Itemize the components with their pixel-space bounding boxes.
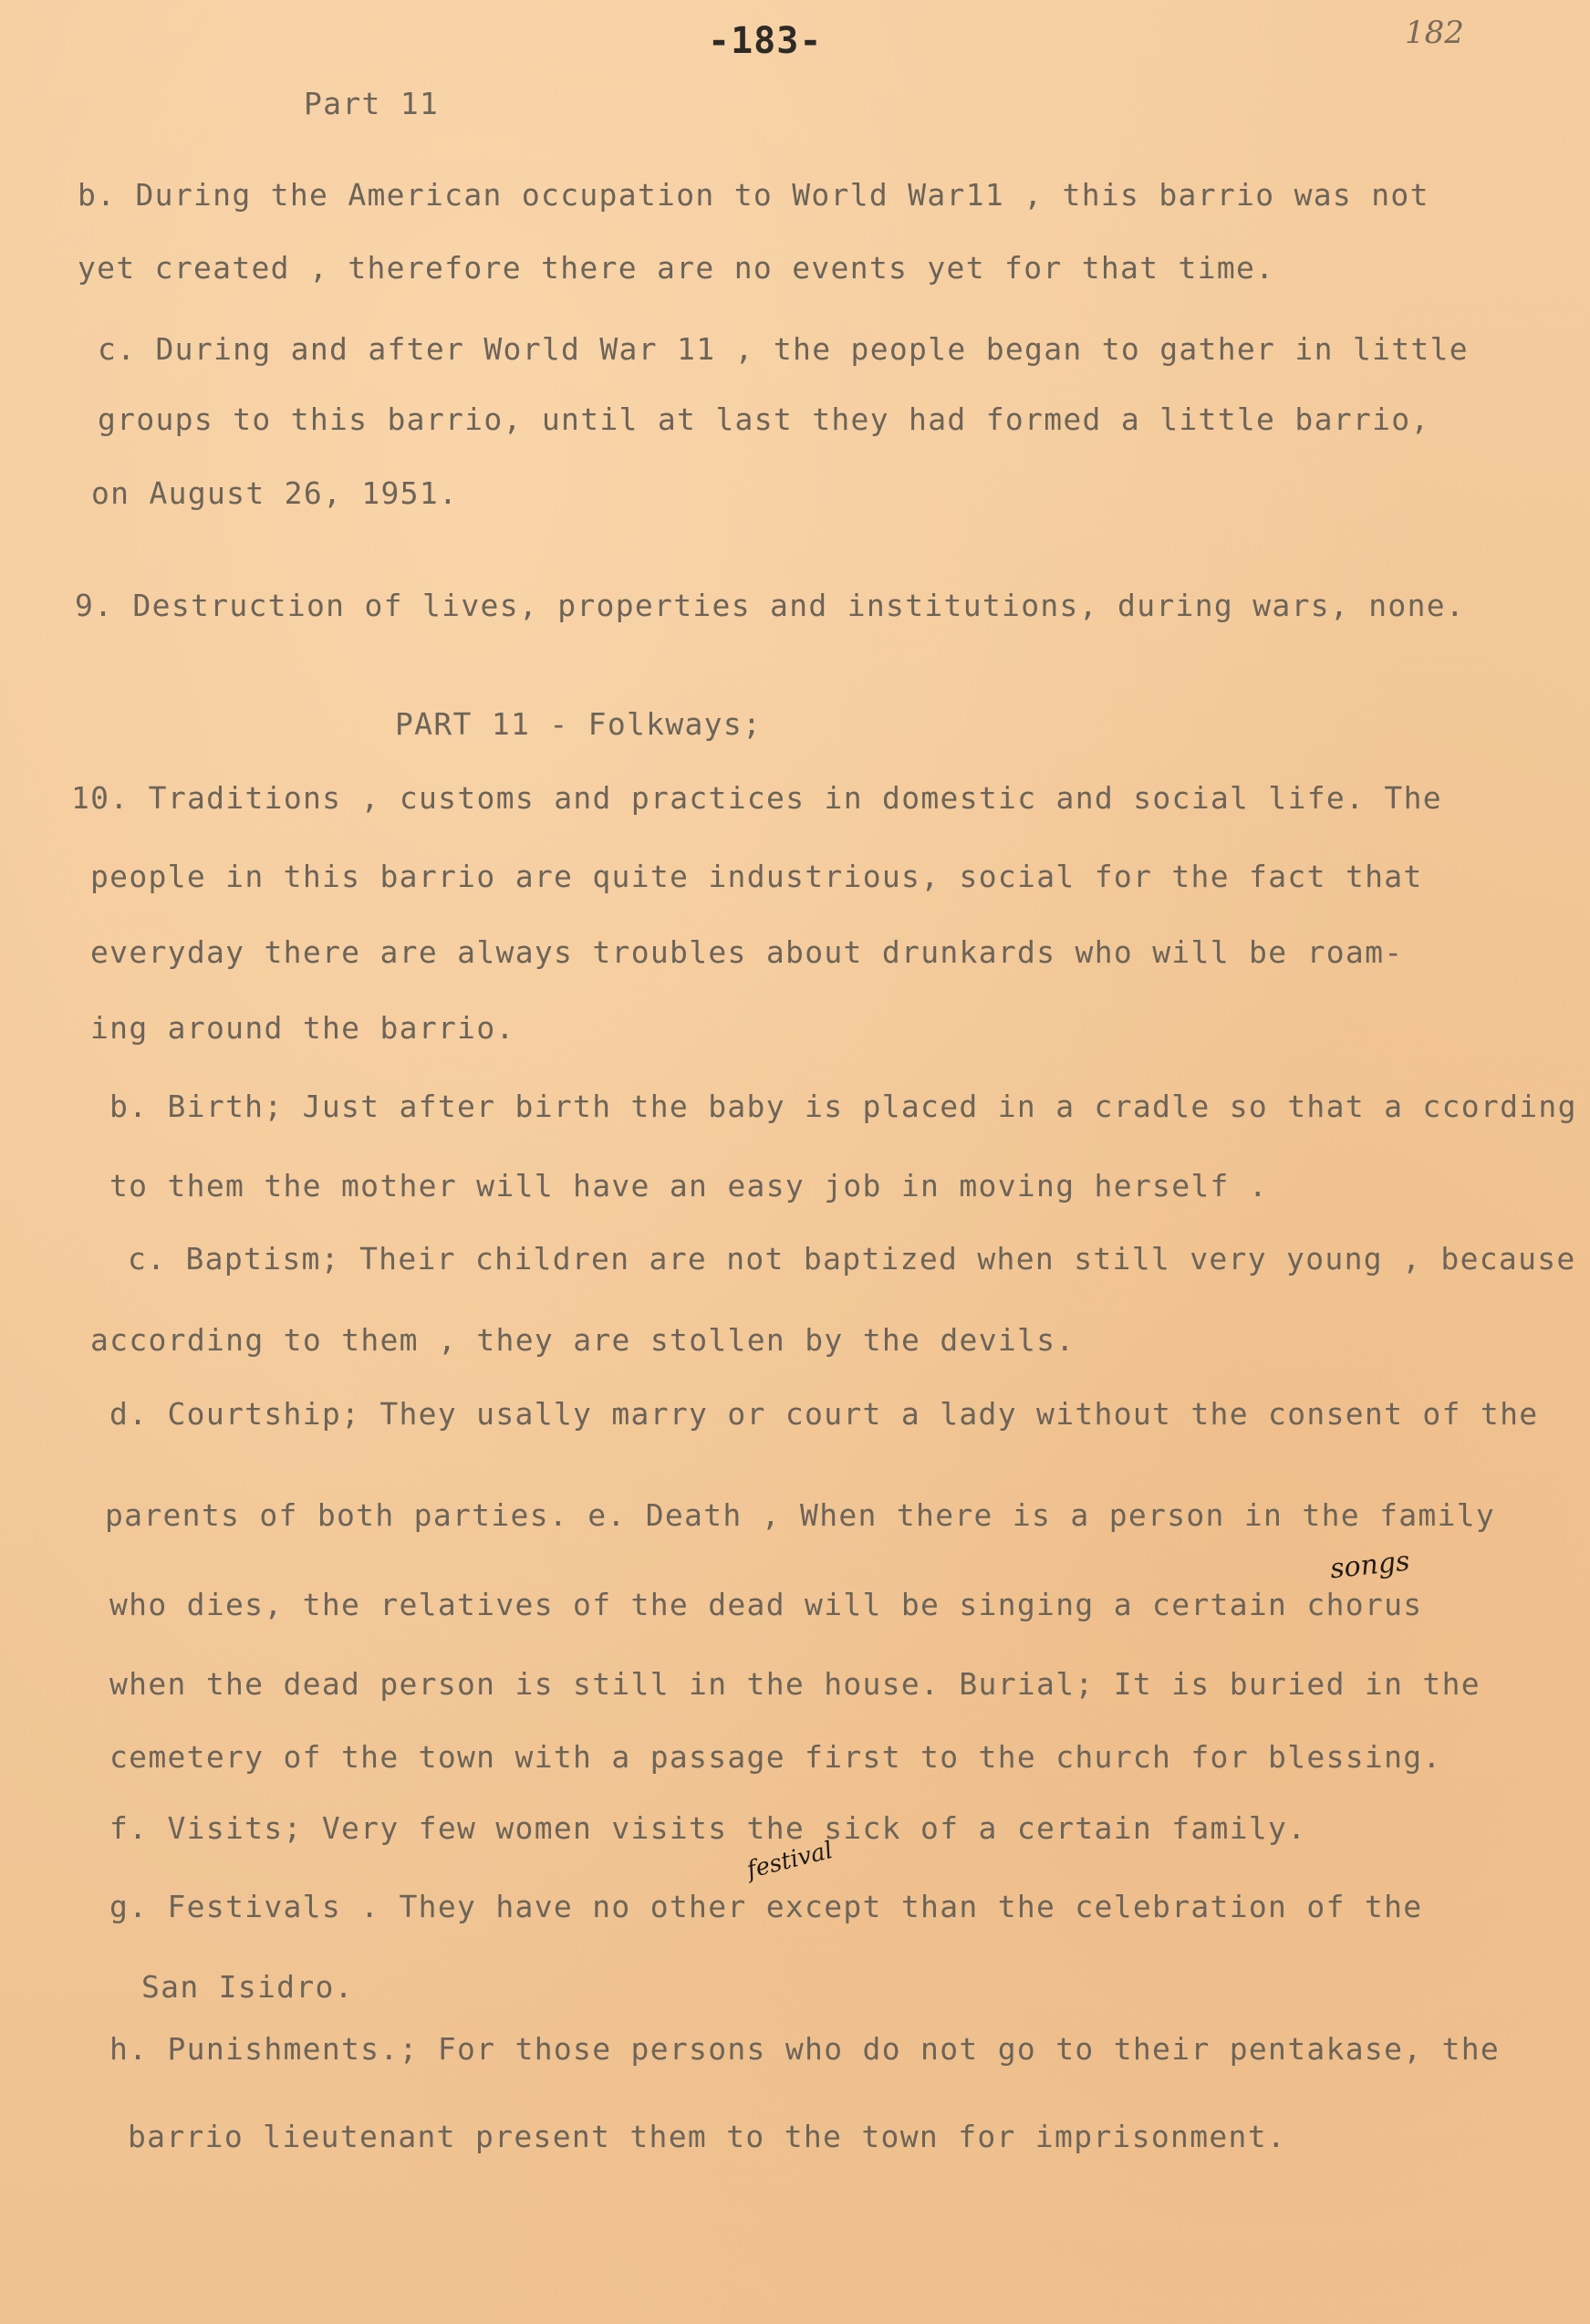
text-line: b. During the American occupation to World War11 , this barrio was not xyxy=(78,177,1429,213)
text-line: h. Punishments.; For those persons who do not go to their pentakase, the xyxy=(109,2031,1501,2067)
text-line: according to them , they are stollen by the devils. xyxy=(90,1322,1076,1358)
page-number: -183- xyxy=(708,20,823,62)
text-line: f. Visits; Very few women visits the sick of a certain family. xyxy=(109,1810,1307,1846)
text-line: c. Baptism; Their children are not baptized when still very young , because xyxy=(128,1241,1576,1277)
section-heading: PART 11 - Folkways; xyxy=(395,706,763,742)
text-line: cemetery of the town with a passage first to the church for blessing. xyxy=(109,1739,1442,1775)
text-line: barrio lieutenant present them to the town for imprisonment. xyxy=(128,2119,1287,2154)
handwritten-correction-festival: festival xyxy=(743,1836,836,1885)
section-heading: Part 11 xyxy=(304,86,440,121)
text-line: 10. Traditions , customs and practices in domestic and social life. The xyxy=(71,780,1442,816)
text-line: yet created , therefore there are no events yet for that time. xyxy=(78,250,1275,286)
text-line: people in this barrio are quite industrious, social for the fact that xyxy=(90,859,1423,894)
handwritten-page-mark: 182 xyxy=(1405,15,1464,51)
text-line: 9. Destruction of lives, properties and institutions, during wars, none. xyxy=(75,588,1466,623)
text-line: who dies, the relatives of the dead will be singing a certain chorus xyxy=(109,1587,1423,1622)
text-line: on August 26, 1951. xyxy=(91,475,459,511)
text-line: groups to this barrio, until at last they had formed a little barrio, xyxy=(98,401,1430,437)
text-line: c. During and after World War 11 , the people began to gather in little xyxy=(98,331,1469,367)
text-line: ing around the barrio. xyxy=(90,1010,515,1046)
text-line: g. Festivals . They have no other except than the celebration of the xyxy=(109,1889,1423,1924)
text-line: d. Courtship; They usally marry or court a lady without the consent of the xyxy=(109,1396,1539,1432)
text-line: San Isidro. xyxy=(141,1969,354,2005)
text-line: to them the mother will have an easy job in moving herself . xyxy=(109,1168,1269,1204)
text-line: everyday there are always troubles about drunkards who will be roam- xyxy=(90,934,1404,970)
handwritten-correction-songs: songs xyxy=(1328,1545,1411,1586)
text-line: b. Birth; Just after birth the baby is placed in a cradle so that a ccording xyxy=(109,1089,1577,1124)
text-line: parents of both parties. e. Death , When there is a person in the family xyxy=(105,1497,1496,1533)
text-line: when the dead person is still in the house. Burial; It is buried in the xyxy=(109,1666,1481,1702)
